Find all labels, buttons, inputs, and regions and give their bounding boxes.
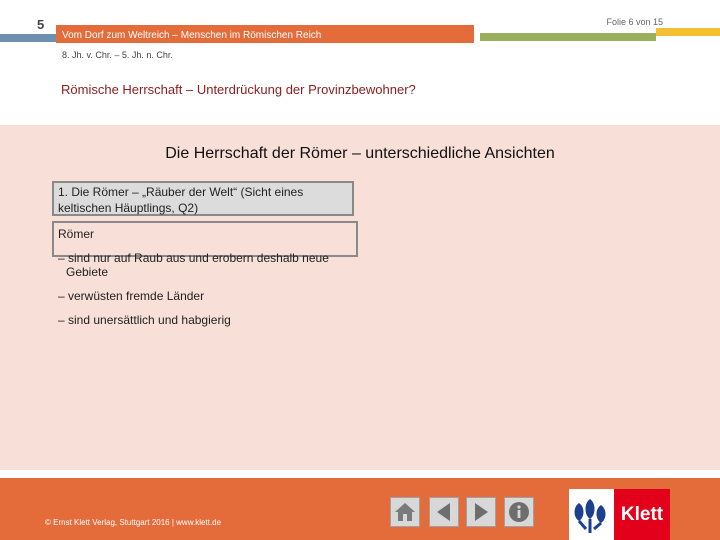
source-question-line-2: keltischen Häuptlings, Q2) [58, 201, 199, 215]
era-label: 8. Jh. v. Chr. – 5. Jh. n. Chr. [62, 50, 173, 60]
source-question-line-1: 1. Die Römer – „Räuber der Welt“ (Sicht eines [58, 185, 304, 199]
copyright-notice: © Ernst Klett Verlag, Stuttgart 2016 | www.klett.de [45, 518, 222, 527]
previous-slide-button[interactable] [429, 497, 459, 527]
answer-item [58, 313, 231, 327]
slide-counter: Folie 6 von 15 [606, 17, 663, 27]
answer-item-line: – sind unersättlich und habgierig [58, 313, 231, 327]
chapter-title: Römische Herrschaft – Unterdrückung der Provinzbewohner? [61, 82, 416, 97]
answer-item-line: – sind nur auf Raub aus und erobern deshalb neue [58, 251, 329, 265]
info-icon [507, 500, 531, 524]
previous-icon [433, 501, 455, 523]
klett-logo [569, 489, 670, 540]
source-question-box [52, 181, 354, 216]
slide-heading: Die Herrschaft der Römer – unterschiedliche Ansichten [165, 145, 555, 162]
info-button[interactable] [504, 497, 534, 527]
answer-subject: Römer [58, 227, 95, 241]
next-icon [470, 501, 492, 523]
chapter-number: 5 [37, 17, 45, 32]
answer-item [58, 289, 204, 303]
home-icon [394, 501, 416, 523]
answer-item-line: – verwüsten fremde Länder [58, 289, 205, 303]
klett-logo-wordmark: Klett [620, 503, 664, 525]
answer-item-line: Gebiete [66, 265, 109, 279]
answer-item [58, 251, 329, 279]
series-title: Vom Dorf zum Weltreich – Menschen im Römischen Reich [62, 30, 322, 41]
header-bar-yellow [656, 28, 720, 36]
klett-logo-mark-icon [569, 489, 614, 540]
header-bar-blue [0, 34, 56, 42]
home-button[interactable] [390, 497, 420, 527]
header-bar-green [480, 33, 656, 41]
next-slide-button[interactable] [466, 497, 496, 527]
